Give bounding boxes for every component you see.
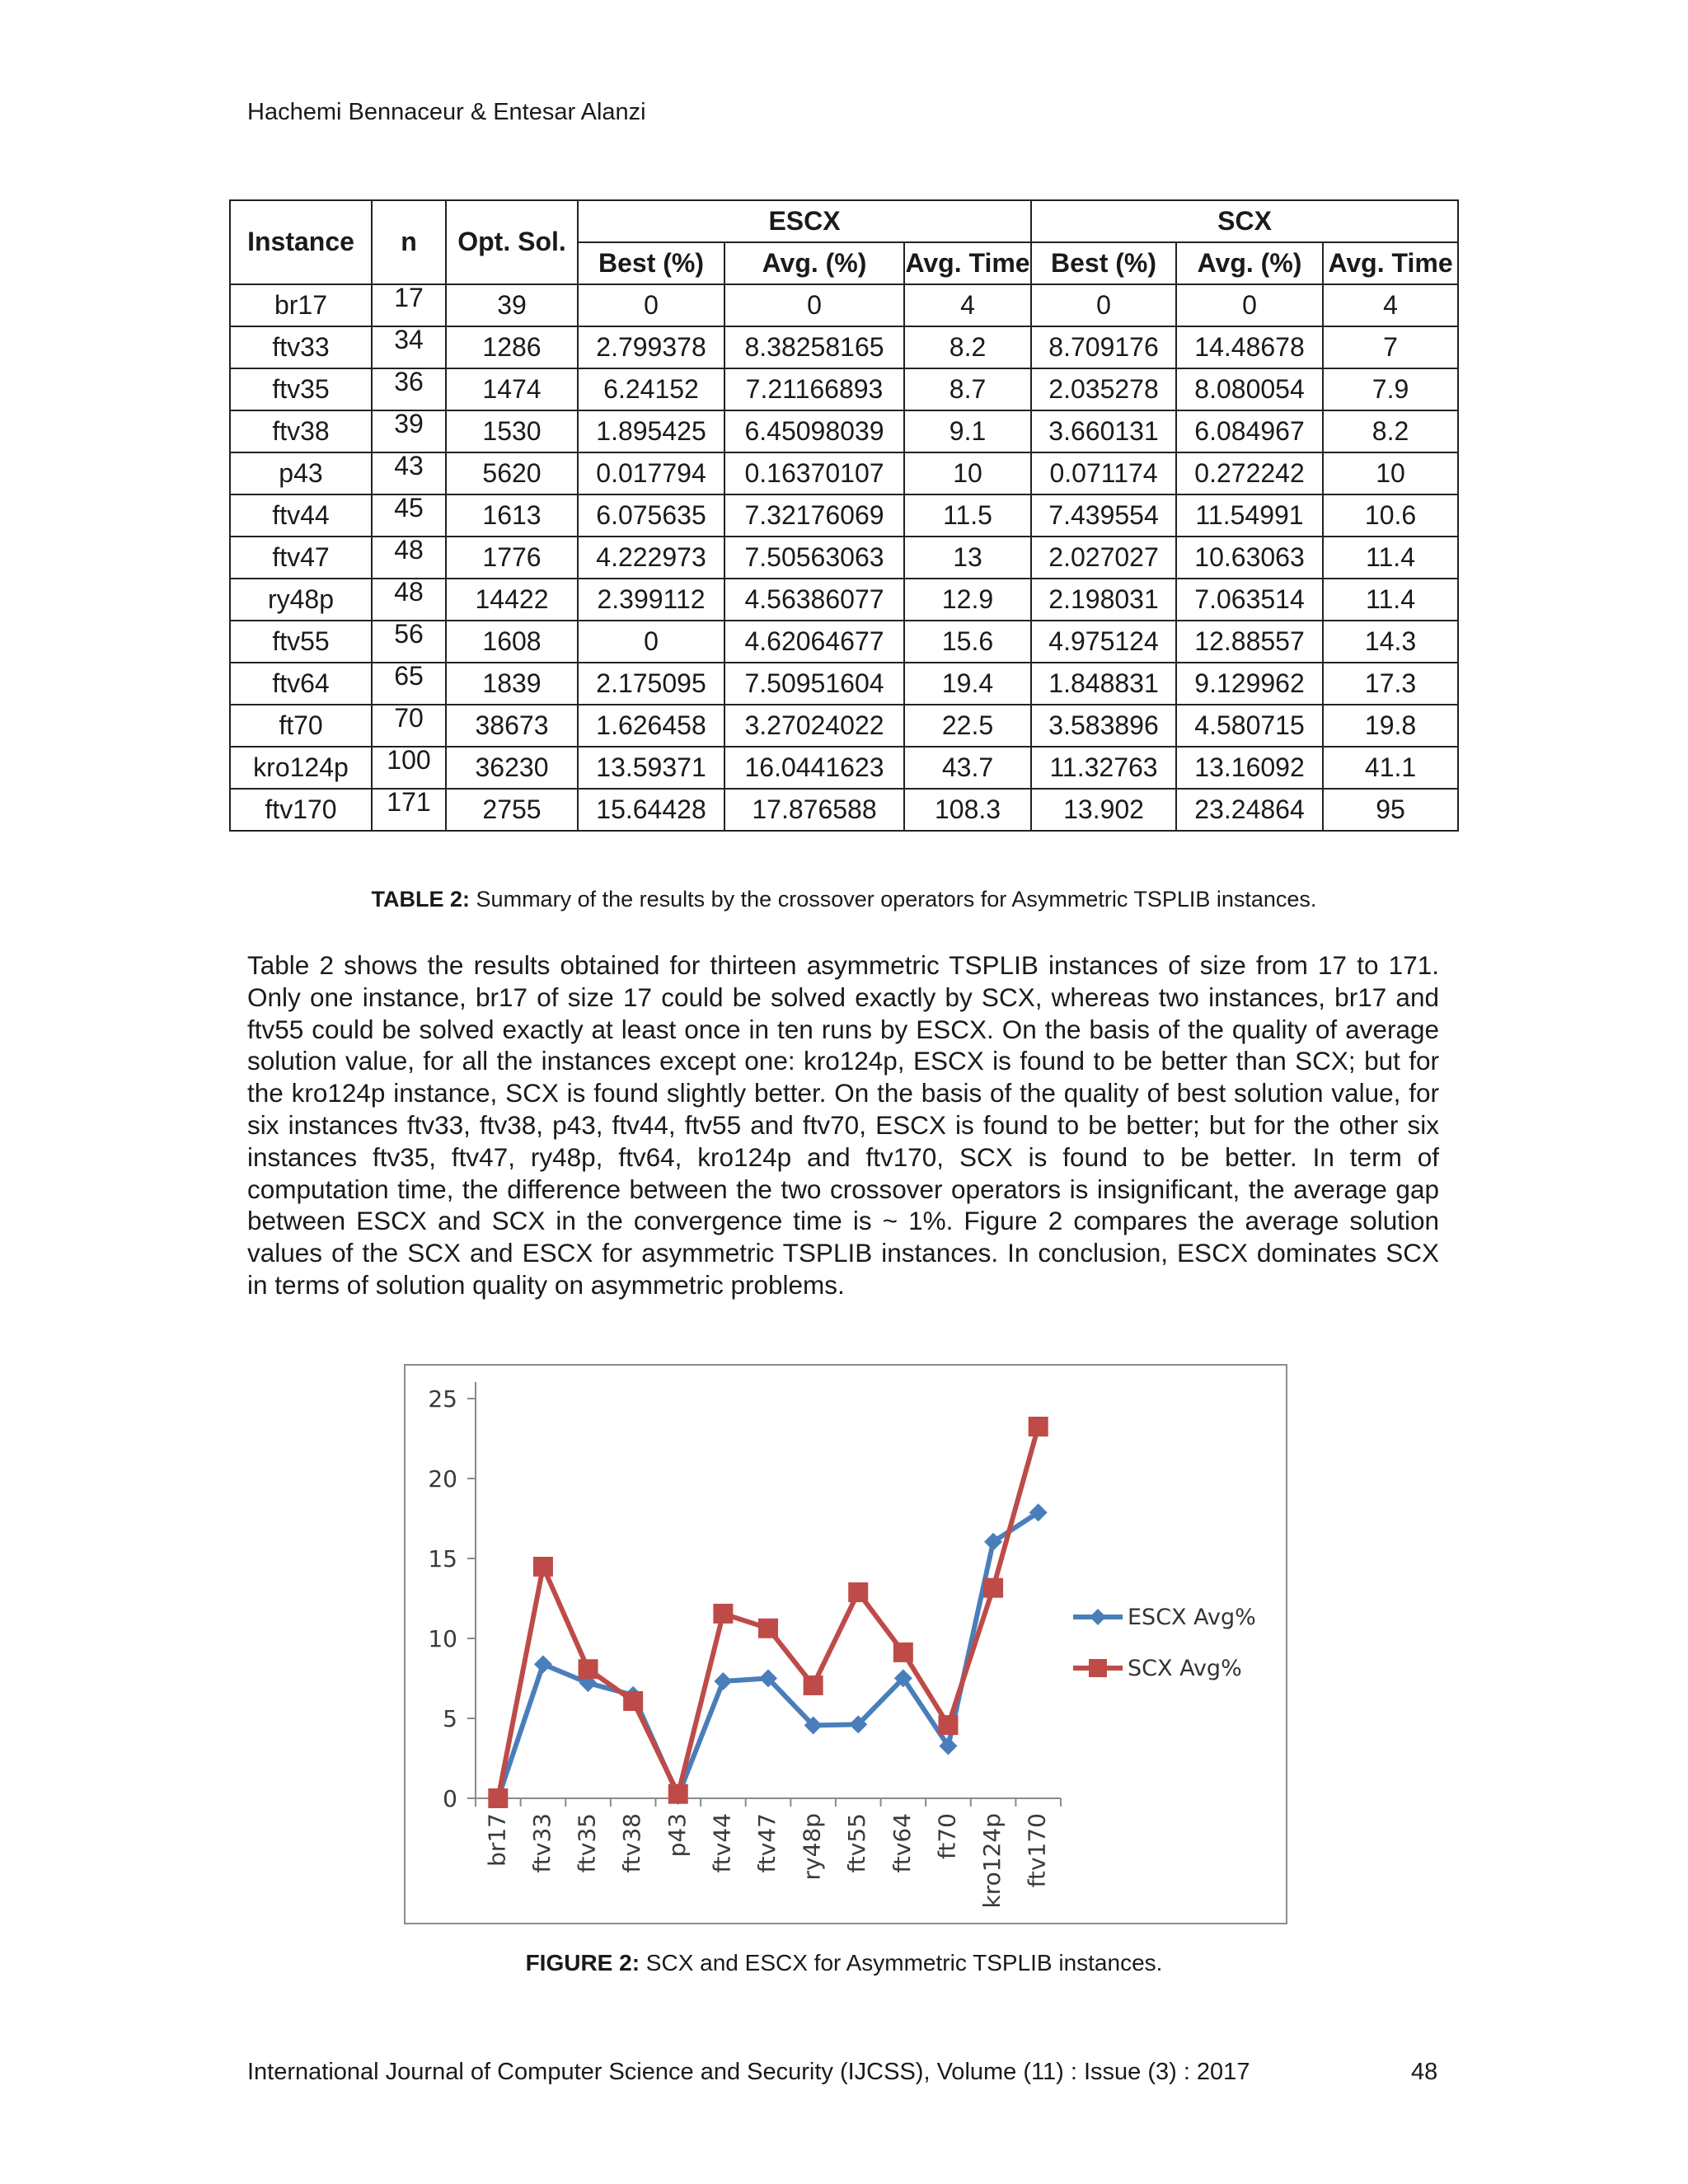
cell-instance: ftv33: [230, 326, 372, 368]
cell-instance: kro124p: [230, 747, 372, 789]
col-header-scx: SCX: [1031, 200, 1458, 242]
cell-scx-time: 95: [1323, 789, 1458, 831]
legend-label: SCX Avg%: [1128, 1656, 1242, 1681]
line-chart-svg: [406, 1366, 1286, 1923]
cell-instance: ftv64: [230, 663, 372, 705]
cell-escx-time: 11.5: [904, 494, 1031, 537]
col-header-instance: Instance: [230, 200, 372, 284]
table-row: [230, 747, 1458, 789]
escx-point: [534, 1655, 552, 1673]
cell-n: 56: [372, 621, 446, 663]
cell-n: 48: [372, 579, 446, 621]
cell-instance: ry48p: [230, 579, 372, 621]
col-header-scx-avg: Avg. (%): [1176, 242, 1323, 284]
results-table: [229, 199, 1459, 832]
cell-scx-time: 14.3: [1323, 621, 1458, 663]
cell-scx-time: 8.2: [1323, 410, 1458, 452]
cell-escx-avg: 16.0441623: [724, 747, 904, 789]
cell-opt: 1608: [446, 621, 578, 663]
cell-escx-best: 0: [578, 284, 724, 326]
x-tick-label: ftv55: [843, 1813, 871, 1873]
cell-scx-time: 10: [1323, 452, 1458, 494]
scx-point: [713, 1604, 733, 1624]
x-tick-label: ftv33: [528, 1813, 556, 1873]
cell-scx-best: 3.583896: [1031, 705, 1176, 747]
cell-opt: 2755: [446, 789, 578, 831]
cell-instance: ft70: [230, 705, 372, 747]
cell-scx-avg: 10.63063: [1176, 537, 1323, 579]
y-tick-label: 0: [443, 1785, 457, 1812]
table-row: [230, 537, 1458, 579]
scx-point: [1029, 1417, 1048, 1436]
cell-escx-best: 2.399112: [578, 579, 724, 621]
cell-escx-best: 4.222973: [578, 537, 724, 579]
y-tick-label: 15: [428, 1545, 457, 1572]
cell-instance: ftv55: [230, 621, 372, 663]
scx-point: [938, 1715, 958, 1735]
y-tick-label: 25: [428, 1385, 457, 1413]
cell-scx-time: 17.3: [1323, 663, 1458, 705]
figure-caption: [0, 1950, 1688, 1976]
cell-scx-time: 11.4: [1323, 579, 1458, 621]
x-tick-label: p43: [663, 1813, 691, 1858]
y-tick-label: 5: [443, 1705, 457, 1732]
cell-escx-best: 15.64428: [578, 789, 724, 831]
cell-scx-avg: 0.272242: [1176, 452, 1323, 494]
cell-instance: ftv47: [230, 537, 372, 579]
col-header-scx-time: Avg. Time: [1323, 242, 1458, 284]
cell-escx-time: 19.4: [904, 663, 1031, 705]
cell-opt: 1613: [446, 494, 578, 537]
cell-opt: 38673: [446, 705, 578, 747]
cell-escx-best: 1.895425: [578, 410, 724, 452]
table-row: [230, 326, 1458, 368]
cell-scx-avg: 11.54991: [1176, 494, 1323, 537]
cell-n: 65: [372, 663, 446, 705]
cell-escx-best: 13.59371: [578, 747, 724, 789]
x-tick-label: kro124p: [978, 1813, 1006, 1909]
series-line-escx: [498, 1512, 1038, 1798]
cell-scx-avg: 6.084967: [1176, 410, 1323, 452]
x-tick-label: ft70: [933, 1813, 961, 1859]
scx-point: [668, 1784, 688, 1804]
cell-instance: ftv35: [230, 368, 372, 410]
table-row: [230, 494, 1458, 537]
x-tick-label: ftv38: [618, 1813, 646, 1873]
page-number: 48: [1411, 2059, 1438, 2085]
cell-opt: 14422: [446, 579, 578, 621]
table-caption: [0, 887, 1688, 912]
running-header: Hachemi Bennaceur & Entesar Alanzi: [247, 99, 646, 125]
cell-escx-avg: 7.32176069: [724, 494, 904, 537]
x-tick-label: ftv35: [573, 1813, 601, 1873]
cell-instance: br17: [230, 284, 372, 326]
cell-scx-time: 4: [1323, 284, 1458, 326]
cell-scx-avg: 13.16092: [1176, 747, 1323, 789]
cell-scx-best: 2.027027: [1031, 537, 1176, 579]
cell-scx-best: 0: [1031, 284, 1176, 326]
x-tick-label: ftv170: [1023, 1813, 1051, 1888]
cell-scx-best: 0.071174: [1031, 452, 1176, 494]
cell-instance: ftv44: [230, 494, 372, 537]
table-header-row-1: [230, 200, 1458, 242]
cell-scx-best: 1.848831: [1031, 663, 1176, 705]
x-tick-label: ftv47: [753, 1813, 781, 1873]
journal-footer: International Journal of Computer Science and Security (IJCSS), Volume (11) : Issue (3) : 2017: [247, 2059, 1250, 2085]
cell-n: 100: [372, 747, 446, 789]
cell-scx-best: 8.709176: [1031, 326, 1176, 368]
cell-escx-best: 0: [578, 621, 724, 663]
cell-escx-avg: 8.38258165: [724, 326, 904, 368]
cell-escx-best: 1.626458: [578, 705, 724, 747]
cell-escx-time: 13: [904, 537, 1031, 579]
cell-opt: 1474: [446, 368, 578, 410]
cell-instance: ftv170: [230, 789, 372, 831]
cell-n: 17: [372, 284, 446, 326]
table-body: [230, 284, 1458, 831]
cell-escx-time: 8.2: [904, 326, 1031, 368]
cell-instance: p43: [230, 452, 372, 494]
figure-caption-text: SCX and ESCX for Asymmetric TSPLIB instances.: [640, 1950, 1163, 1975]
cell-n: 70: [372, 705, 446, 747]
legend-label: ESCX Avg%: [1128, 1605, 1256, 1630]
cell-n: 48: [372, 537, 446, 579]
cell-scx-avg: 4.580715: [1176, 705, 1323, 747]
cell-opt: 1839: [446, 663, 578, 705]
cell-escx-avg: 4.62064677: [724, 621, 904, 663]
scx-point: [983, 1578, 1003, 1598]
cell-scx-avg: 7.063514: [1176, 579, 1323, 621]
cell-escx-avg: 7.21166893: [724, 368, 904, 410]
y-tick-label: 10: [428, 1625, 457, 1652]
cell-escx-best: 2.799378: [578, 326, 724, 368]
scx-point: [848, 1582, 868, 1602]
scx-point: [533, 1557, 553, 1577]
cell-opt: 5620: [446, 452, 578, 494]
cell-escx-best: 2.175095: [578, 663, 724, 705]
col-header-escx: ESCX: [578, 200, 1031, 242]
scx-point: [488, 1788, 508, 1808]
cell-escx-time: 43.7: [904, 747, 1031, 789]
cell-escx-time: 22.5: [904, 705, 1031, 747]
x-tick-label: br17: [483, 1813, 511, 1867]
cell-escx-avg: 0.16370107: [724, 452, 904, 494]
cell-scx-best: 11.32763: [1031, 747, 1176, 789]
cell-n: 45: [372, 494, 446, 537]
scx-point: [623, 1691, 643, 1711]
cell-scx-avg: 14.48678: [1176, 326, 1323, 368]
scx-point: [804, 1675, 823, 1695]
series-line-scx: [498, 1427, 1038, 1798]
cell-scx-time: 19.8: [1323, 705, 1458, 747]
table-row: [230, 452, 1458, 494]
legend-marker-square: [1089, 1659, 1107, 1677]
cell-escx-avg: 6.45098039: [724, 410, 904, 452]
table-row: [230, 368, 1458, 410]
cell-escx-best: 0.017794: [578, 452, 724, 494]
cell-opt: 36230: [446, 747, 578, 789]
cell-instance: ftv38: [230, 410, 372, 452]
cell-escx-time: 10: [904, 452, 1031, 494]
cell-n: 171: [372, 789, 446, 831]
cell-opt: 1776: [446, 537, 578, 579]
x-tick-label: ry48p: [798, 1813, 826, 1881]
table-row: [230, 621, 1458, 663]
cell-scx-avg: 9.129962: [1176, 663, 1323, 705]
table-row: [230, 284, 1458, 326]
table-caption-text: Summary of the results by the crossover operators for Asymmetric TSPLIB instances.: [470, 887, 1317, 912]
cell-scx-time: 11.4: [1323, 537, 1458, 579]
cell-escx-avg: 17.876588: [724, 789, 904, 831]
cell-escx-best: 6.24152: [578, 368, 724, 410]
col-header-escx-avg: Avg. (%): [724, 242, 904, 284]
figure-caption-label: FIGURE 2:: [525, 1950, 640, 1975]
cell-n: 39: [372, 410, 446, 452]
table-row: [230, 579, 1458, 621]
table-row: [230, 663, 1458, 705]
figure-2-chart: [404, 1364, 1287, 1924]
cell-opt: 1286: [446, 326, 578, 368]
cell-escx-avg: 0: [724, 284, 904, 326]
cell-scx-time: 7: [1323, 326, 1458, 368]
cell-escx-avg: 7.50563063: [724, 537, 904, 579]
legend-marker-diamond: [1090, 1609, 1106, 1625]
cell-scx-best: 4.975124: [1031, 621, 1176, 663]
cell-scx-best: 7.439554: [1031, 494, 1176, 537]
col-header-opt-sol: Opt. Sol.: [446, 200, 578, 284]
cell-scx-best: 3.660131: [1031, 410, 1176, 452]
cell-escx-time: 8.7: [904, 368, 1031, 410]
cell-n: 36: [372, 368, 446, 410]
escx-point: [714, 1672, 732, 1690]
cell-scx-avg: 12.88557: [1176, 621, 1323, 663]
col-header-scx-best: Best (%): [1031, 242, 1176, 284]
table-row: [230, 789, 1458, 831]
col-header-n: n: [372, 200, 446, 284]
scx-point: [579, 1659, 598, 1679]
cell-opt: 1530: [446, 410, 578, 452]
x-tick-label: ftv64: [888, 1813, 916, 1873]
cell-escx-time: 4: [904, 284, 1031, 326]
cell-escx-time: 108.3: [904, 789, 1031, 831]
cell-escx-avg: 4.56386077: [724, 579, 904, 621]
scx-point: [893, 1643, 913, 1662]
body-paragraph: Table 2 shows the results obtained for thirteen asymmetric TSPLIB instances of size from 17 to 171. Only one instance, br17 of size 17 could be solved exactly by SCX, whereas two instances, br17 and ftv55 could be solved exactly at least once in ten runs by ESCX. On the basis of the quality of average solution value, for all the instances except one: kro124p, ESCX is found to be better than SCX; but for the kro124p instance, SCX is found slightly better. On the basis of the quality of best solution value, for six instances ftv33, ftv38, p43, ftv44, ftv55 and ftv70, ESCX is found to be better; but for the other six instances ftv35, ftv47, ry48p, ftv64, kro124p and ftv170, SCX is found to be better. In term of computation time, the difference between the two crossover operators is insignificant, the average gap between ESCX and SCX in the convergence time is ~ 1%. Figure 2 compares the average solution values of the SCX and ESCX for asymmetric TSPLIB instances. In conclusion, ESCX dominates SCX in terms of solution quality on asymmetric problems.: [247, 950, 1439, 1300]
cell-n: 43: [372, 452, 446, 494]
cell-scx-best: 2.198031: [1031, 579, 1176, 621]
table-row: [230, 705, 1458, 747]
table-row: [230, 410, 1458, 452]
cell-escx-avg: 7.50951604: [724, 663, 904, 705]
cell-scx-time: 7.9: [1323, 368, 1458, 410]
x-tick-label: ftv44: [708, 1813, 736, 1873]
cell-escx-best: 6.075635: [578, 494, 724, 537]
cell-n: 34: [372, 326, 446, 368]
col-header-escx-best: Best (%): [578, 242, 724, 284]
cell-scx-avg: 23.24864: [1176, 789, 1323, 831]
y-tick-label: 20: [428, 1465, 457, 1493]
cell-scx-avg: 8.080054: [1176, 368, 1323, 410]
table-caption-label: TABLE 2:: [371, 887, 471, 912]
cell-scx-avg: 0: [1176, 284, 1323, 326]
cell-scx-time: 10.6: [1323, 494, 1458, 537]
cell-escx-avg: 3.27024022: [724, 705, 904, 747]
col-header-escx-time: Avg. Time: [904, 242, 1031, 284]
cell-scx-best: 13.902: [1031, 789, 1176, 831]
cell-escx-time: 15.6: [904, 621, 1031, 663]
cell-escx-time: 12.9: [904, 579, 1031, 621]
cell-escx-time: 9.1: [904, 410, 1031, 452]
cell-scx-best: 2.035278: [1031, 368, 1176, 410]
cell-scx-time: 41.1: [1323, 747, 1458, 789]
cell-opt: 39: [446, 284, 578, 326]
scx-point: [758, 1619, 778, 1638]
